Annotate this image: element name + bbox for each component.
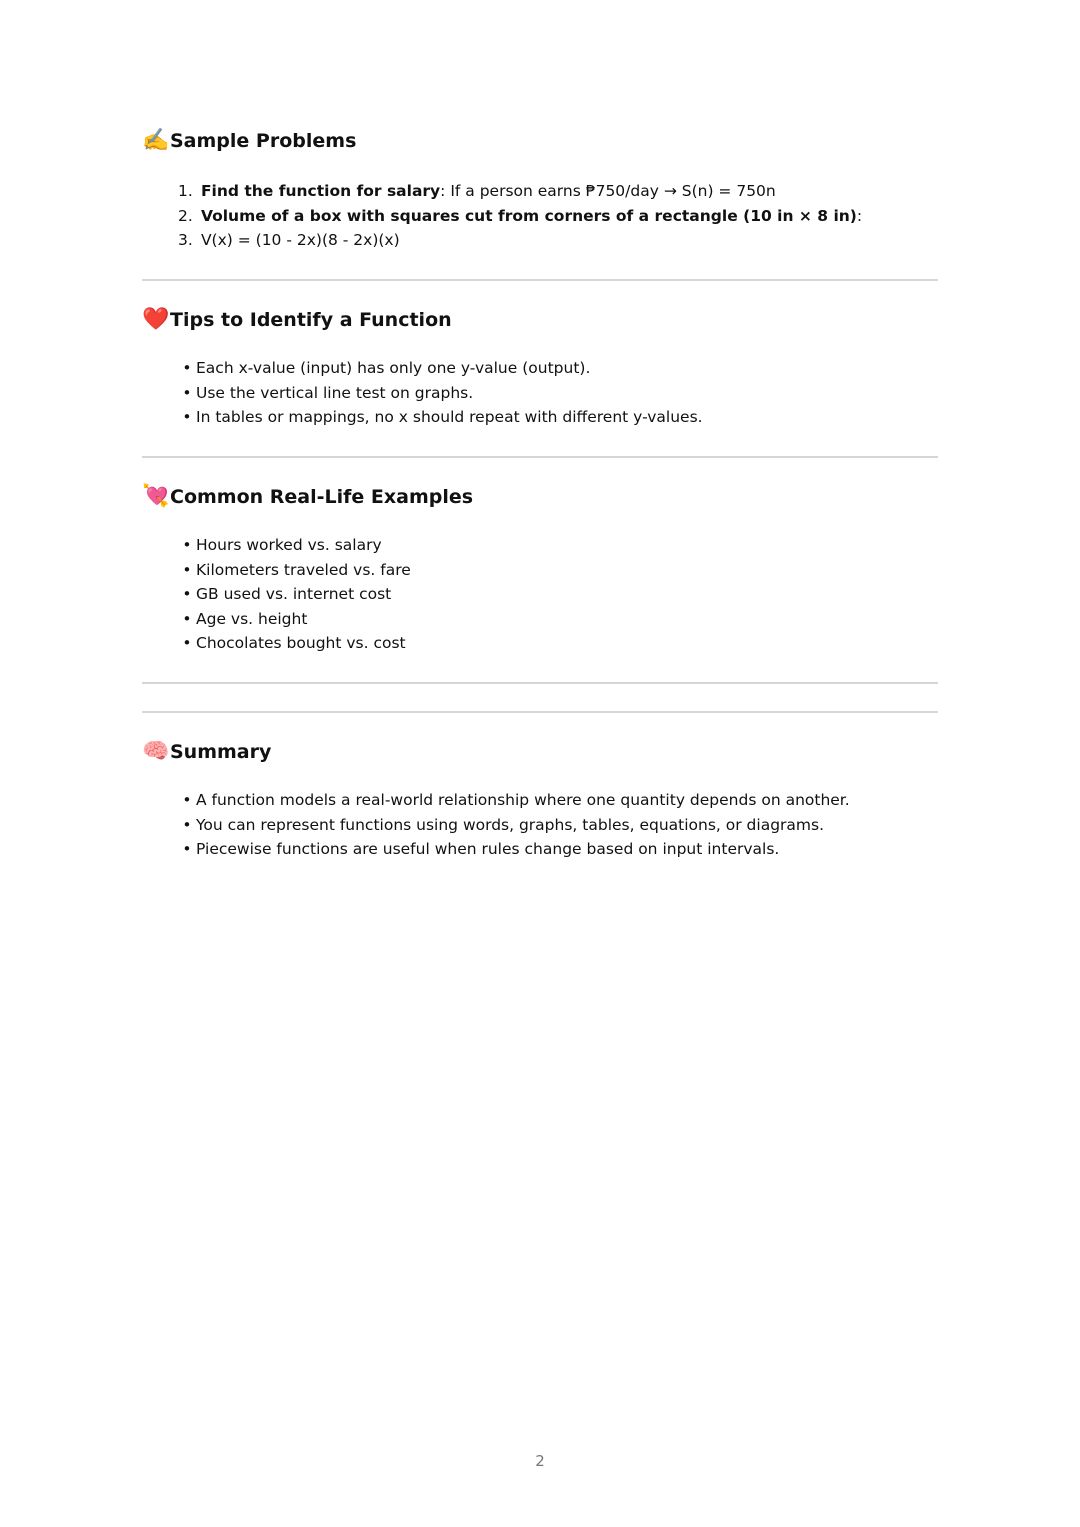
item-text: Chocolates bought vs. cost bbox=[196, 634, 406, 652]
item-text: Use the vertical line test on graphs. bbox=[196, 383, 474, 402]
bullet: • bbox=[182, 585, 192, 603]
list-item bbox=[178, 381, 703, 406]
page-number: 2 bbox=[535, 1452, 545, 1470]
divider bbox=[142, 456, 938, 458]
item-text: V(x) = (10 - 2x)(8 - 2x)(x) bbox=[200, 231, 400, 249]
heading-text: Sample Problems bbox=[170, 130, 357, 152]
tips-list bbox=[178, 356, 703, 430]
red-heart-icon: ❤️ bbox=[142, 307, 170, 332]
heading-text: Common Real-Life Examples bbox=[170, 486, 474, 508]
bullet: • bbox=[182, 536, 192, 554]
list-item bbox=[178, 813, 850, 838]
bullet: • bbox=[182, 840, 192, 858]
examples-list bbox=[178, 533, 411, 656]
item-bold-text: Volume of a box with squares cut from corners of a rectangle (10 in × 8 in) bbox=[200, 206, 857, 225]
item-text: You can represent functions using words, graphs, tables, equations, or diagrams. bbox=[196, 815, 825, 834]
summary-list bbox=[178, 788, 850, 862]
list-item bbox=[178, 533, 411, 558]
item-number: 1. bbox=[178, 182, 193, 200]
divider bbox=[142, 279, 938, 281]
list-item bbox=[178, 204, 862, 229]
list-item bbox=[178, 228, 862, 253]
item-number: 3. bbox=[178, 231, 193, 249]
item-text: : If a person earns ₱750/day → S(n) = 750n bbox=[440, 182, 776, 200]
heart-with-arrow-icon: 💘 bbox=[142, 484, 170, 509]
section-heading bbox=[142, 486, 473, 508]
list-item bbox=[178, 179, 862, 204]
item-text: Piecewise functions are useful when rules change based on input intervals. bbox=[196, 840, 780, 858]
heading-text: Tips to Identify a Function bbox=[170, 309, 452, 331]
list-item bbox=[178, 405, 703, 430]
divider bbox=[142, 711, 938, 713]
writing-hand-icon: ✍️ bbox=[142, 128, 170, 153]
bullet: • bbox=[182, 408, 192, 426]
item-text: A function models a real-world relationship where one quantity depends on another. bbox=[196, 791, 850, 809]
list-item bbox=[178, 356, 703, 381]
section-heading bbox=[142, 309, 452, 331]
item-bold-text: Find the function for salary bbox=[200, 182, 441, 200]
item-number: 2. bbox=[178, 206, 193, 225]
list-item bbox=[178, 631, 411, 656]
section-heading bbox=[142, 130, 356, 152]
item-text: Kilometers traveled vs. fare bbox=[196, 560, 411, 579]
bullet: • bbox=[182, 609, 192, 628]
bullet: • bbox=[182, 634, 192, 652]
bullet: • bbox=[182, 359, 192, 377]
divider bbox=[142, 682, 938, 684]
list-item bbox=[178, 582, 411, 607]
item-text: GB used vs. internet cost bbox=[196, 585, 392, 603]
bullet: • bbox=[182, 815, 192, 834]
item-text: Age vs. height bbox=[196, 609, 308, 628]
brain-icon: 🧠 bbox=[142, 739, 170, 764]
bullet: • bbox=[182, 560, 192, 579]
item-text: : bbox=[856, 206, 863, 225]
list-item bbox=[178, 607, 411, 632]
sample-problems-list bbox=[178, 179, 862, 253]
bullet: • bbox=[182, 383, 192, 402]
section-heading bbox=[142, 741, 271, 763]
item-text: Hours worked vs. salary bbox=[196, 536, 382, 554]
list-item bbox=[178, 837, 850, 862]
item-text: Each x-value (input) has only one y-value (output). bbox=[196, 359, 591, 377]
list-item bbox=[178, 558, 411, 583]
bullet: • bbox=[182, 791, 192, 809]
heading-text: Summary bbox=[170, 741, 272, 763]
item-text: In tables or mappings, no x should repeat with different y-values. bbox=[196, 408, 703, 426]
list-item bbox=[178, 788, 850, 813]
